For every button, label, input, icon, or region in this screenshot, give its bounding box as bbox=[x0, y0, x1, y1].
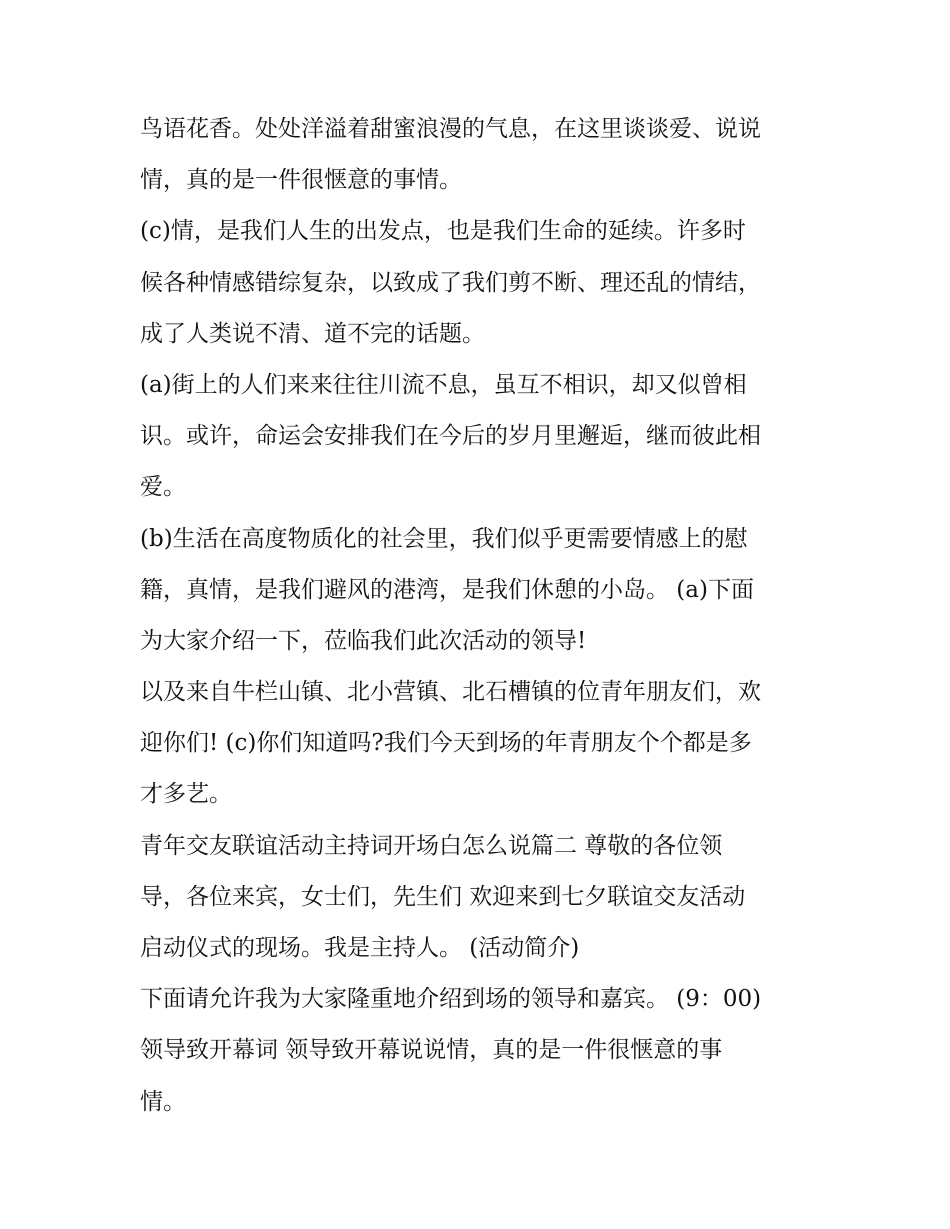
text-line-4: 候各种情感错综复杂，以致成了我们剪不断、理还乱的情结， bbox=[140, 269, 761, 296]
text-line-1: 鸟语花香。处处洋溢着甜蜜浪漫的气息，在这里谈谈爱、说说 bbox=[140, 116, 761, 142]
text-line-12: 以及来自牛栏山镇、北小营镇、北石槽镇的位青年朋友们，欢 bbox=[140, 679, 761, 706]
text-line-2: 情，真的是一件很惬意的事情。 bbox=[140, 167, 462, 194]
text-line-14: 才多艺。 bbox=[140, 781, 232, 808]
text-line-18: 下面请允许我为大家隆重地介绍到场的领导和嘉宾。 (9：00) bbox=[140, 986, 762, 1013]
document-body bbox=[140, 104, 830, 1128]
text-line-13: 迎你们! (c)你们知道吗?我们今天到场的年青朋友个个都是多 bbox=[140, 730, 752, 757]
text-line-15: 青年交友联谊活动主持词开场白怎么说篇二 尊敬的各位领 bbox=[140, 832, 723, 859]
text-line-6: (a)街上的人们来来往往川流不息，虽互不相识，却又似曾相 bbox=[140, 371, 747, 398]
text-line-17: 启动仪式的现场。我是主持人。 (活动简介) bbox=[140, 935, 580, 961]
text-line-16: 导，各位来宾，女士们，先生们 欢迎来到七夕联谊交友活动 bbox=[140, 883, 746, 910]
text-line-7: 识。或许，命运会安排我们在今后的岁月里邂逅，继而彼此相 bbox=[140, 423, 761, 450]
text-line-20: 情。 bbox=[140, 1088, 186, 1115]
text-line-9: (b)生活在高度物质化的社会里，我们似乎更需要情感上的慰 bbox=[140, 525, 748, 552]
text-line-3: (c)情，是我们人生的出发点，也是我们生命的延续。许多时 bbox=[140, 218, 746, 245]
text-line-10: 籍，真情，是我们避风的港湾，是我们休憩的小岛。 (a)下面 bbox=[140, 576, 754, 603]
text-line-5: 成了人类说不清、道不完的话题。 bbox=[140, 320, 485, 347]
text-line-11: 为大家介绍一下，莅临我们此次活动的领导! bbox=[140, 627, 587, 654]
text-line-8: 爱。 bbox=[140, 474, 186, 501]
text-line-19: 领导致开幕词 领导致开幕说说情，真的是一件很惬意的事 bbox=[140, 1037, 723, 1064]
